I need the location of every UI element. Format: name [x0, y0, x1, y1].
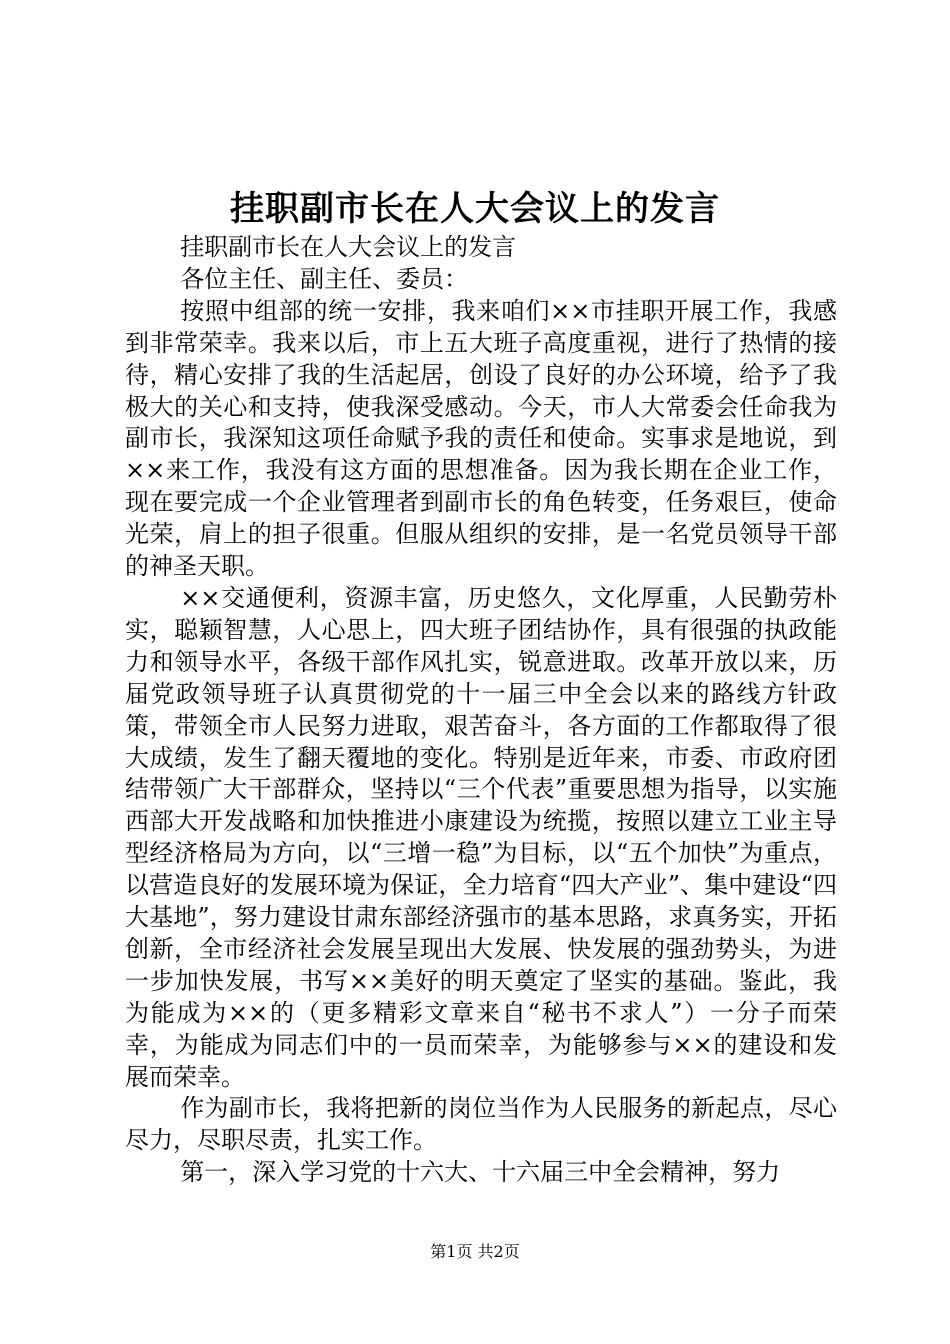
paragraph-subtitle: 挂职副市长在人大会议上的发言 [180, 233, 517, 261]
paragraph-salutation: 各位主任、副主任、委员： [180, 264, 469, 293]
document-body [125, 232, 837, 1189]
paragraph-body: ××交通便利，资源丰富，历史悠久，文化厚重，人民勤劳朴实，聪颖智慧，人心思上，四大班子团结协作，具有很强的执政能力和领导水平，各级干部作风扎实，锐意进取。改革开放以来，历届党政领导班子认真贯彻党的十一届三中全会以来的路线方针政策，带领全市人民努力进取，艰苦奋斗，各方面的工作都取得了很大成绩，发生了翻天覆地的变化。特别是近年来，市委、市政府团结带领广大干部群众，坚持以“三个代表”重要思想为指导，以实施西部大开发战略和加快推进小康建设为统揽，按照以建立工业主导型经济格局为方向，以“三增一稳”为目标，以“五个加快”为重点，以营造良好的发展环境为保证，全力培育“四大产业”、集中建设“四大基地”，努力建设甘肃东部经济强市的基本思路，求真务实，开拓创新，全市经济社会发展呈现出大发展、快发展的强劲势头，为进一步加快发展，书写××美好的明天奠定了坚实的基础。鉴此，我为能成为××的（更多精彩文章来自“秘书不求人”）一分子而荣幸，为能成为同志们中的一员而荣幸，为能够参与××的建设和发展而荣幸。 [125, 583, 837, 1091]
page-footer: 第1页 共2页 [430, 1242, 520, 1261]
paragraph-body: 按照中组部的统一安排，我来咱们××市挂职开展工作，我感到非常荣幸。我来以后，市上五大班子高度重视，进行了热情的接待，精心安排了我的生活起居，创设了良好的办公环境，给予了我极大的关心和支持，使我深受感动。今天，市人大常委会任命我为副市长，我深知这项任命赋予我的责任和使命。实事求是地说，到××来工作，我没有这方面的思想准备。因为我长期在企业工作，现在要完成一个企业管理者到副市长的角色转变，任务艰巨，使命光荣，肩上的担子很重。但服从组织的安排，是一名党员领导干部的神圣天职。 [125, 296, 837, 581]
paragraph-body: 作为副市长，我将把新的岗位当作为人民服务的新起点，尽心尽力，尽职尽责，扎实工作。 [125, 1094, 837, 1155]
paragraph-body: 第一，深入学习党的十六大、十六届三中全会精神，努力 [180, 1158, 781, 1187]
document-title: 挂职副市长在人大会议上的发言 [230, 189, 720, 229]
